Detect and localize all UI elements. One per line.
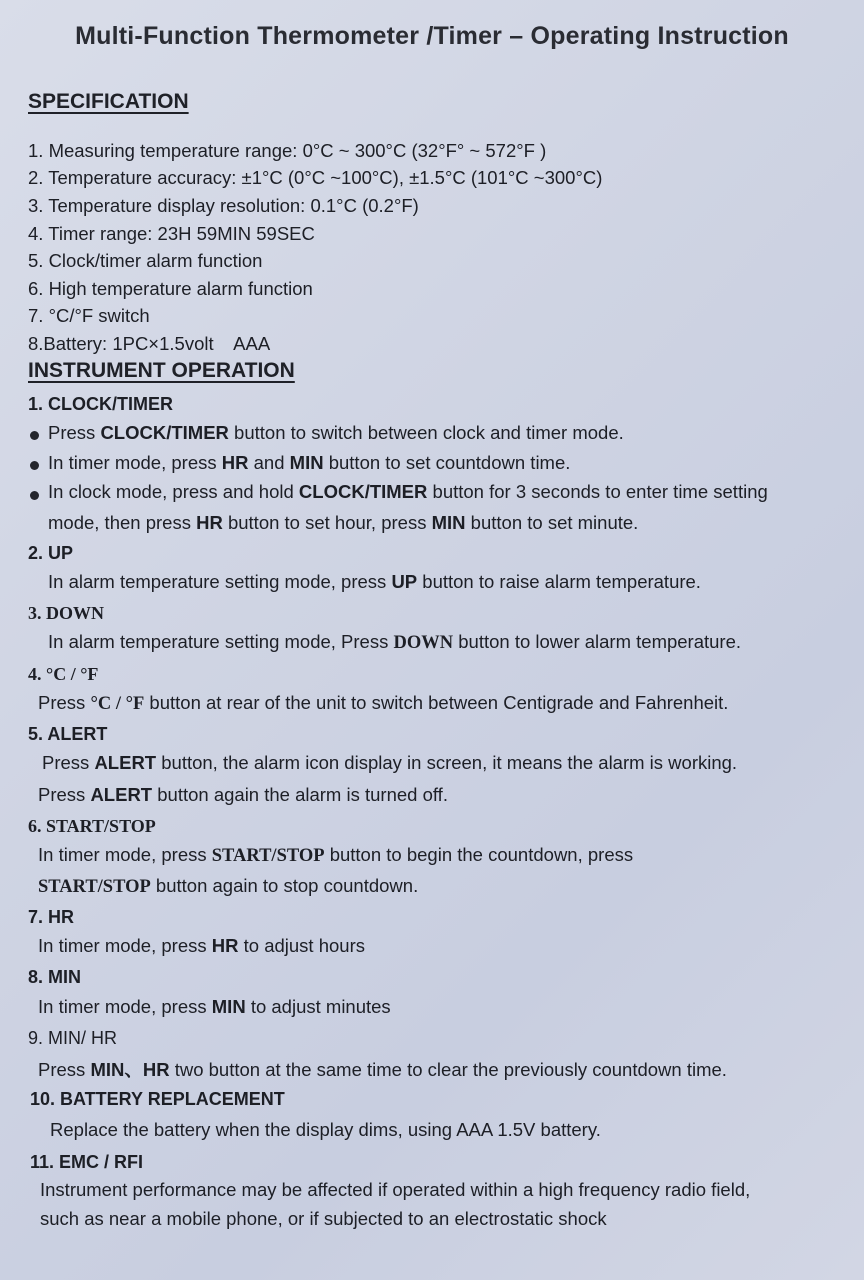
bullet-icon xyxy=(30,491,39,500)
down-description: In alarm temperature setting mode, Press DOWN button to lower alarm temperature. xyxy=(48,631,742,653)
up-description: In alarm temperature setting mode, press UP button to raise alarm temperature. xyxy=(48,571,701,592)
min-description: In timer mode, press MIN to adjust minutes xyxy=(38,996,391,1017)
section-title-hr: 7. HR xyxy=(28,907,75,927)
spec-item: 4. Timer range: 23H 59MIN 59SEC xyxy=(28,223,315,244)
section-title-down: 3. DOWN xyxy=(28,603,104,623)
start-stop-description-1: In timer mode, press START/STOP button to begin the countdown, press xyxy=(38,844,634,866)
specification-heading: SPECIFICATION xyxy=(28,90,189,113)
hr-description: In timer mode, press HR to adjust hours xyxy=(38,935,365,956)
bullet-icon xyxy=(30,461,39,470)
clock-timer-bullet-1: Press CLOCK/TIMER button to switch between clock and timer mode. xyxy=(48,422,624,443)
spec-item: 7. °C/°F switch xyxy=(28,305,150,326)
operation-heading: INSTRUMENT OPERATION xyxy=(28,359,295,382)
section-title-min: 8. MIN xyxy=(28,967,82,987)
alert-description-2: Press ALERT button again the alarm is turned off. xyxy=(38,784,448,805)
spec-item: 2. Temperature accuracy: ±1°C (0°C ~100°C), ±1.5°C (101°C ~300°C) xyxy=(28,167,603,188)
min-hr-description: Press MIN、HR two button at the same time to clear the previously countdown time. xyxy=(38,1059,727,1080)
start-stop-description-2: START/STOP button again to stop countdown. xyxy=(38,875,419,897)
section-title-alert: 5. ALERT xyxy=(28,724,108,744)
c-f-description: Press °C / °F button at rear of the unit to switch between Centigrade and Fahrenheit. xyxy=(38,692,729,714)
section-title-c-f: 4. °C / °F xyxy=(28,664,99,684)
clock-timer-bullet-2: In timer mode, press HR and MIN button to set countdown time. xyxy=(48,452,571,473)
spec-item: 1. Measuring temperature range: 0°C ~ 300°C (32°F° ~ 572°F ) xyxy=(28,140,547,161)
section-title-emc-rfi: 11. EMC / RFI xyxy=(30,1152,144,1172)
section-title-start-stop: 6. START/STOP xyxy=(28,816,156,836)
page-title: Multi-Function Thermometer /Timer – Operating Instruction xyxy=(75,22,789,50)
clock-timer-bullet-3: In clock mode, press and hold CLOCK/TIMER button for 3 seconds to enter time setting xyxy=(48,481,768,502)
spec-item: 5. Clock/timer alarm function xyxy=(28,250,263,271)
section-title-up: 2. UP xyxy=(28,543,74,563)
section-title-battery: 10. BATTERY REPLACEMENT xyxy=(30,1089,285,1109)
clock-timer-bullet-3-continued: mode, then press HR button to set hour, press MIN button to set minute. xyxy=(48,512,639,533)
spec-item: 3. Temperature display resolution: 0.1°C (0.2°F) xyxy=(28,195,419,216)
bullet-icon xyxy=(30,431,39,440)
spec-item: 6. High temperature alarm function xyxy=(28,278,313,299)
battery-description: Replace the battery when the display dims, using AAA 1.5V battery. xyxy=(50,1119,601,1140)
emc-rfi-description-1: Instrument performance may be affected if operated within a high frequency radio field, xyxy=(40,1179,751,1200)
section-title-clock-timer: 1. CLOCK/TIMER xyxy=(28,394,174,414)
emc-rfi-description-2: such as near a mobile phone, or if subjected to an electrostatic shock xyxy=(40,1208,607,1229)
spec-item: 8.Battery: 1PC×1.5volt AAA xyxy=(28,333,271,354)
section-title-min-hr: 9. MIN/ HR xyxy=(28,1028,118,1048)
alert-description-1: Press ALERT button, the alarm icon display in screen, it means the alarm is working. xyxy=(42,752,738,773)
